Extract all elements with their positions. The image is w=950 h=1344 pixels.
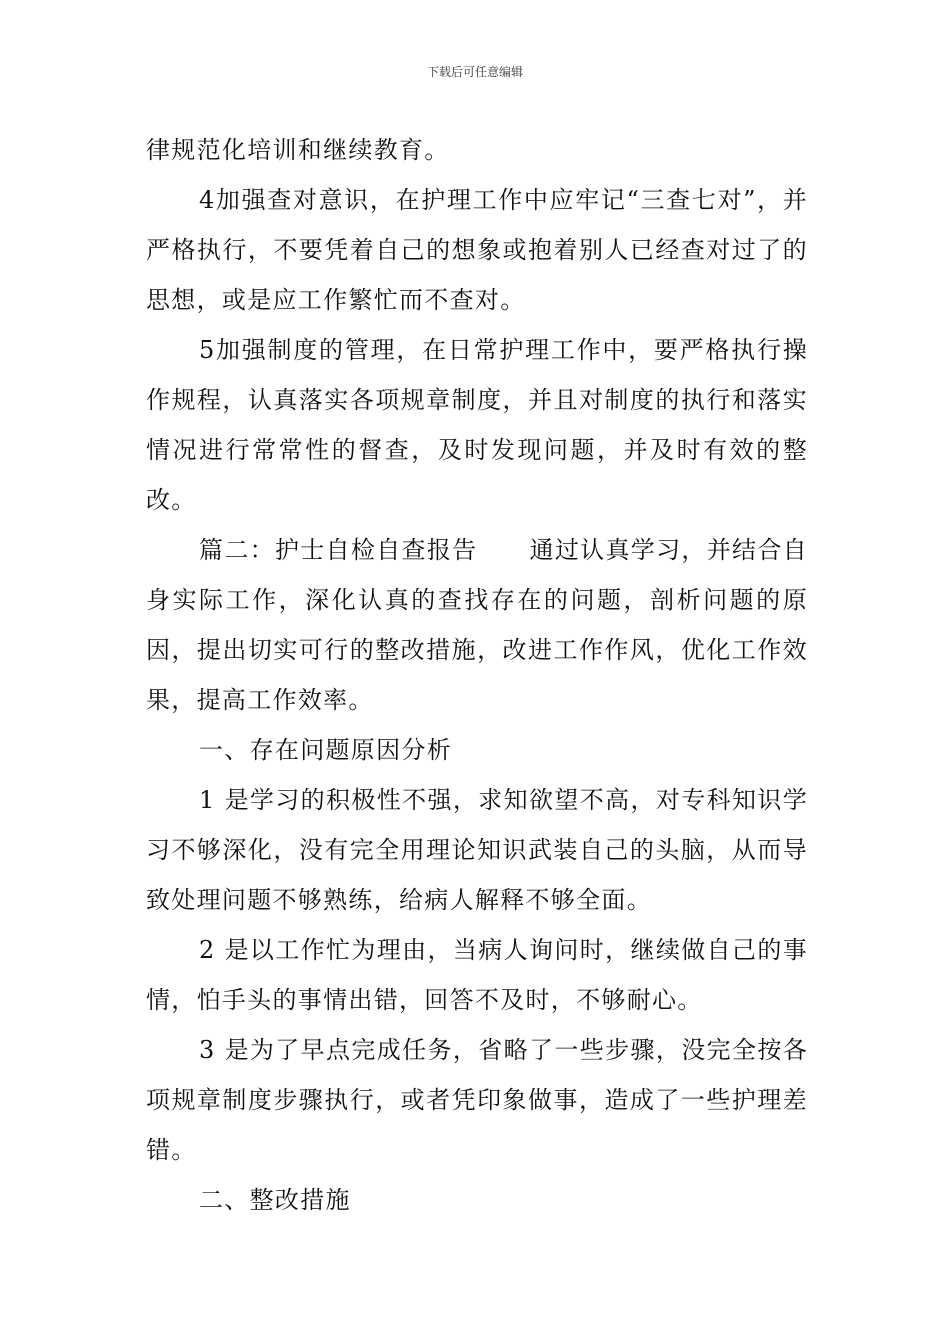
- heading-problem-analysis: 一、存在问题原因分析: [199, 736, 452, 764]
- paragraph-item-4: 4加强查对意识，在护理工作中应牢记“三查七对”，并严格执行，不要凭着自己的想象或抱着别人已经查对过了的思想，或是应工作繁忙而不查对。: [146, 186, 808, 314]
- page-header: 下载后可任意编辑: [426, 65, 523, 79]
- paragraph-problem-3: 3 是为了早点完成任务，省略了一些步骤，没完全按各项规章制度步骤执行，或者凭印象做事，造成了一些护理差错。: [146, 1036, 808, 1164]
- section-intro: 通过认真学习，并结合自身实际工作，深化认真的查找存在的问题，剖析问题的原因，提出切实可行的整改措施，改进工作作风，优化工作效果，提高工作效率。: [146, 536, 808, 714]
- document-body: [146, 125, 808, 1225]
- paragraph-section-two: [146, 525, 808, 725]
- paragraph-item-5: 5加强制度的管理，在日常护理工作中，要严格执行操作规程，认真落实各项规章制度，并且对制度的执行和落实情况进行常常性的督查，及时发现问题，并及时有效的整改。: [146, 336, 808, 514]
- heading-rectification: 二、整改措施: [199, 1186, 351, 1214]
- paragraph-problem-2: 2 是以工作忙为理由，当病人询问时，继续做自己的事情，怕手头的事情出错，回答不及时，不够耐心。: [146, 936, 808, 1014]
- paragraph-continuation: 律规范化培训和继续教育。: [146, 136, 450, 164]
- paragraph-problem-1: 1 是学习的积极性不强，求知欲望不高，对专科知识学习不够深化，没有完全用理论知识武装自己的头脑，从而导致处理问题不够熟练，给病人解释不够全面。: [146, 786, 808, 914]
- section-title: 篇二：护士自检自查报告: [199, 536, 478, 564]
